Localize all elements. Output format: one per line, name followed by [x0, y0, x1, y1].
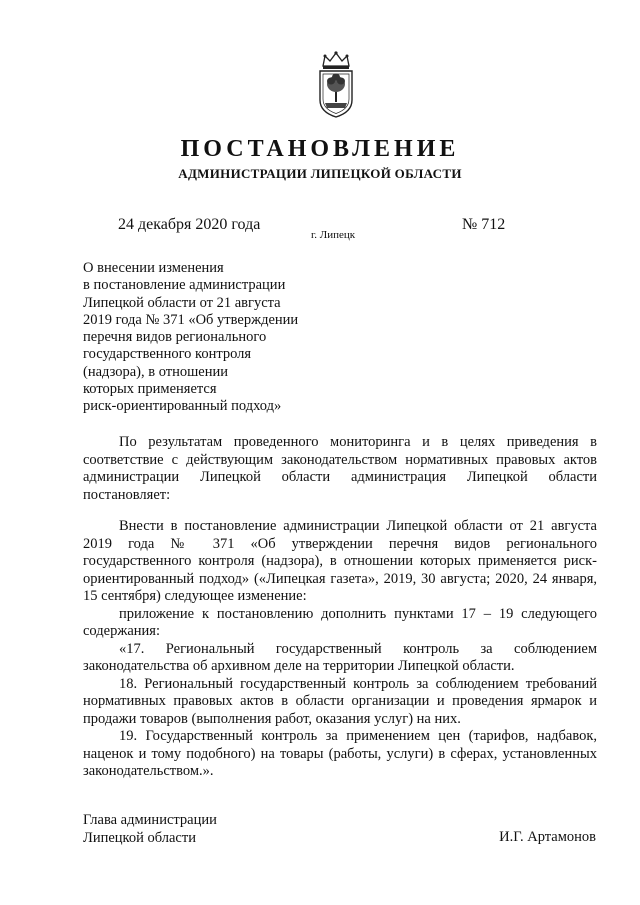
signature-name: И.Г. Артамонов — [499, 829, 596, 845]
heading-line: в постановление администрации — [83, 277, 286, 294]
heading-line: О внесении изменения — [83, 260, 224, 276]
paragraph: Внести в постановление администрации Липецкой области от 21 августа 2019 года № 371 «Об утверждении перечня видов регионального государственного контроля (надзора), в отношении которых применяется риск-ориентированный подход» («Липецкая газета», 2019, 30 августа; 2020, 24 января, 15 сентября) следующее изменение: — [83, 518, 597, 604]
document-city: г. Липецк — [311, 229, 356, 241]
paragraph: «17. Региональный государственный контроль за соблюдением законодательства об архивном деле на территории Липецкой области. — [83, 640, 597, 674]
body-text — [83, 518, 597, 781]
heading-line: Липецкой области от 21 августа — [83, 294, 281, 311]
document-heading — [83, 260, 323, 416]
document-title: ПОСТАНОВЛЕНИЕ — [180, 136, 460, 162]
document-subtitle: АДМИНИСТРАЦИИ ЛИПЕЦКОЙ ОБЛАСТИ — [178, 166, 462, 181]
heading-line: перечня видов регионального — [83, 329, 267, 346]
heading-line: риск-ориентированный подход» — [83, 398, 282, 415]
heading-line: государственного контроля — [83, 346, 252, 363]
signature-position-line: Глава администрации — [83, 812, 217, 828]
signature-position — [83, 812, 217, 847]
intro-paragraph — [83, 434, 597, 504]
coat-of-arms-icon — [311, 50, 361, 120]
paragraph: 19. Государственный контроль за применением цен (тарифов, надбавок, наценок и тому подобного) на товары (работы, услуги) в сферах, установленных законодательством.». — [83, 728, 597, 779]
signature-position-line: Липецкой области — [83, 829, 196, 846]
heading-line: (надзора), в отношении — [83, 363, 228, 380]
document-date: 24 декабря 2020 года — [118, 216, 261, 233]
document-number: № 712 — [462, 216, 506, 233]
paragraph: По результатам проведенного мониторинга и в целях приведения в соответствие с действующим законодательством нормативных правовых актов администрации Липецкой области администрация Липецкой области постановляет: — [83, 434, 597, 503]
heading-line: 2019 года № 371 «Об утверждении — [83, 311, 299, 328]
heading-line: которых применяется — [83, 381, 217, 398]
coat-of-arms-emblem — [311, 50, 361, 120]
paragraph: 18. Региональный государственный контроль за соблюдением требований нормативных правовых актов в области организации и проведения ярмарок и продажи товаров (выполнения работ, оказания услуг) на них. — [83, 675, 597, 727]
paragraph: приложение к постановлению дополнить пунктами 17 – 19 следующего содержания: — [83, 605, 597, 639]
